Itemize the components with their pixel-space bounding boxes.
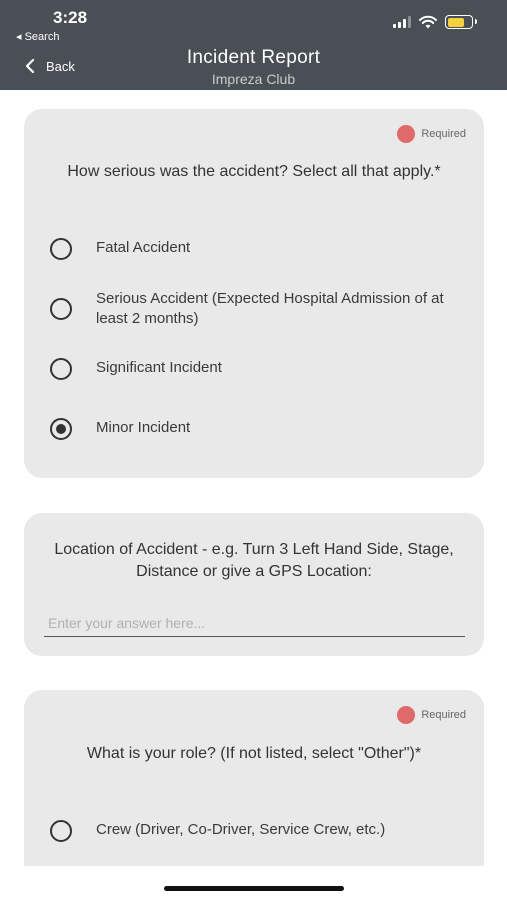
- option-serious-accident[interactable]: [48, 289, 474, 329]
- page-subtitle: Impreza Club: [211, 71, 296, 87]
- required-label: Required: [421, 709, 466, 721]
- question-text: Location of Accident - e.g. Turn 3 Left Hand Side, Stage, Distance or give a GPS Location:: [54, 541, 454, 580]
- required-indicator: [397, 125, 466, 143]
- option-significant-incident[interactable]: [48, 358, 474, 380]
- wifi-icon: [419, 15, 437, 29]
- question-text: How serious was the accident? Select all that apply.*: [67, 163, 441, 180]
- option-label: Crew (Driver, Co-Driver, Service Crew, etc.): [96, 821, 386, 838]
- required-label: Required: [421, 128, 466, 140]
- battery-icon: [445, 15, 473, 29]
- required-dot-icon: [397, 706, 415, 724]
- question-card-role: [24, 690, 484, 890]
- required-dot-icon: [397, 125, 415, 143]
- status-icons: [393, 15, 473, 29]
- question-text: What is your role? (If not listed, select "Other")*: [86, 745, 422, 762]
- back-button-label: Back: [46, 58, 75, 74]
- cellular-signal-icon: [393, 16, 411, 28]
- required-indicator: [397, 706, 466, 724]
- home-indicator[interactable]: [164, 886, 344, 891]
- location-answer-input[interactable]: [44, 609, 465, 637]
- option-label: Minor Incident: [96, 419, 191, 436]
- radio-button-selected[interactable]: [50, 418, 72, 440]
- option-crew[interactable]: [48, 820, 474, 842]
- option-fatal-accident[interactable]: [48, 238, 474, 260]
- option-label: Serious Accident (Expected Hospital Admission of at least 2 months): [96, 290, 444, 327]
- page-title: Incident Report: [186, 47, 321, 68]
- question-card-severity: [24, 109, 484, 478]
- radio-button[interactable]: [50, 238, 72, 260]
- radio-button[interactable]: [50, 298, 72, 320]
- radio-button[interactable]: [50, 358, 72, 380]
- option-minor-incident[interactable]: [48, 418, 474, 440]
- option-label: Fatal Accident: [96, 239, 191, 256]
- navigation-header: [0, 0, 507, 90]
- status-time: 3:28: [53, 8, 88, 27]
- radio-button[interactable]: [50, 820, 72, 842]
- back-to-search-link[interactable]: ◂ Search: [16, 31, 60, 43]
- option-label: Significant Incident: [96, 359, 222, 376]
- question-card-location: [24, 513, 484, 656]
- bottom-safe-area: [0, 866, 507, 900]
